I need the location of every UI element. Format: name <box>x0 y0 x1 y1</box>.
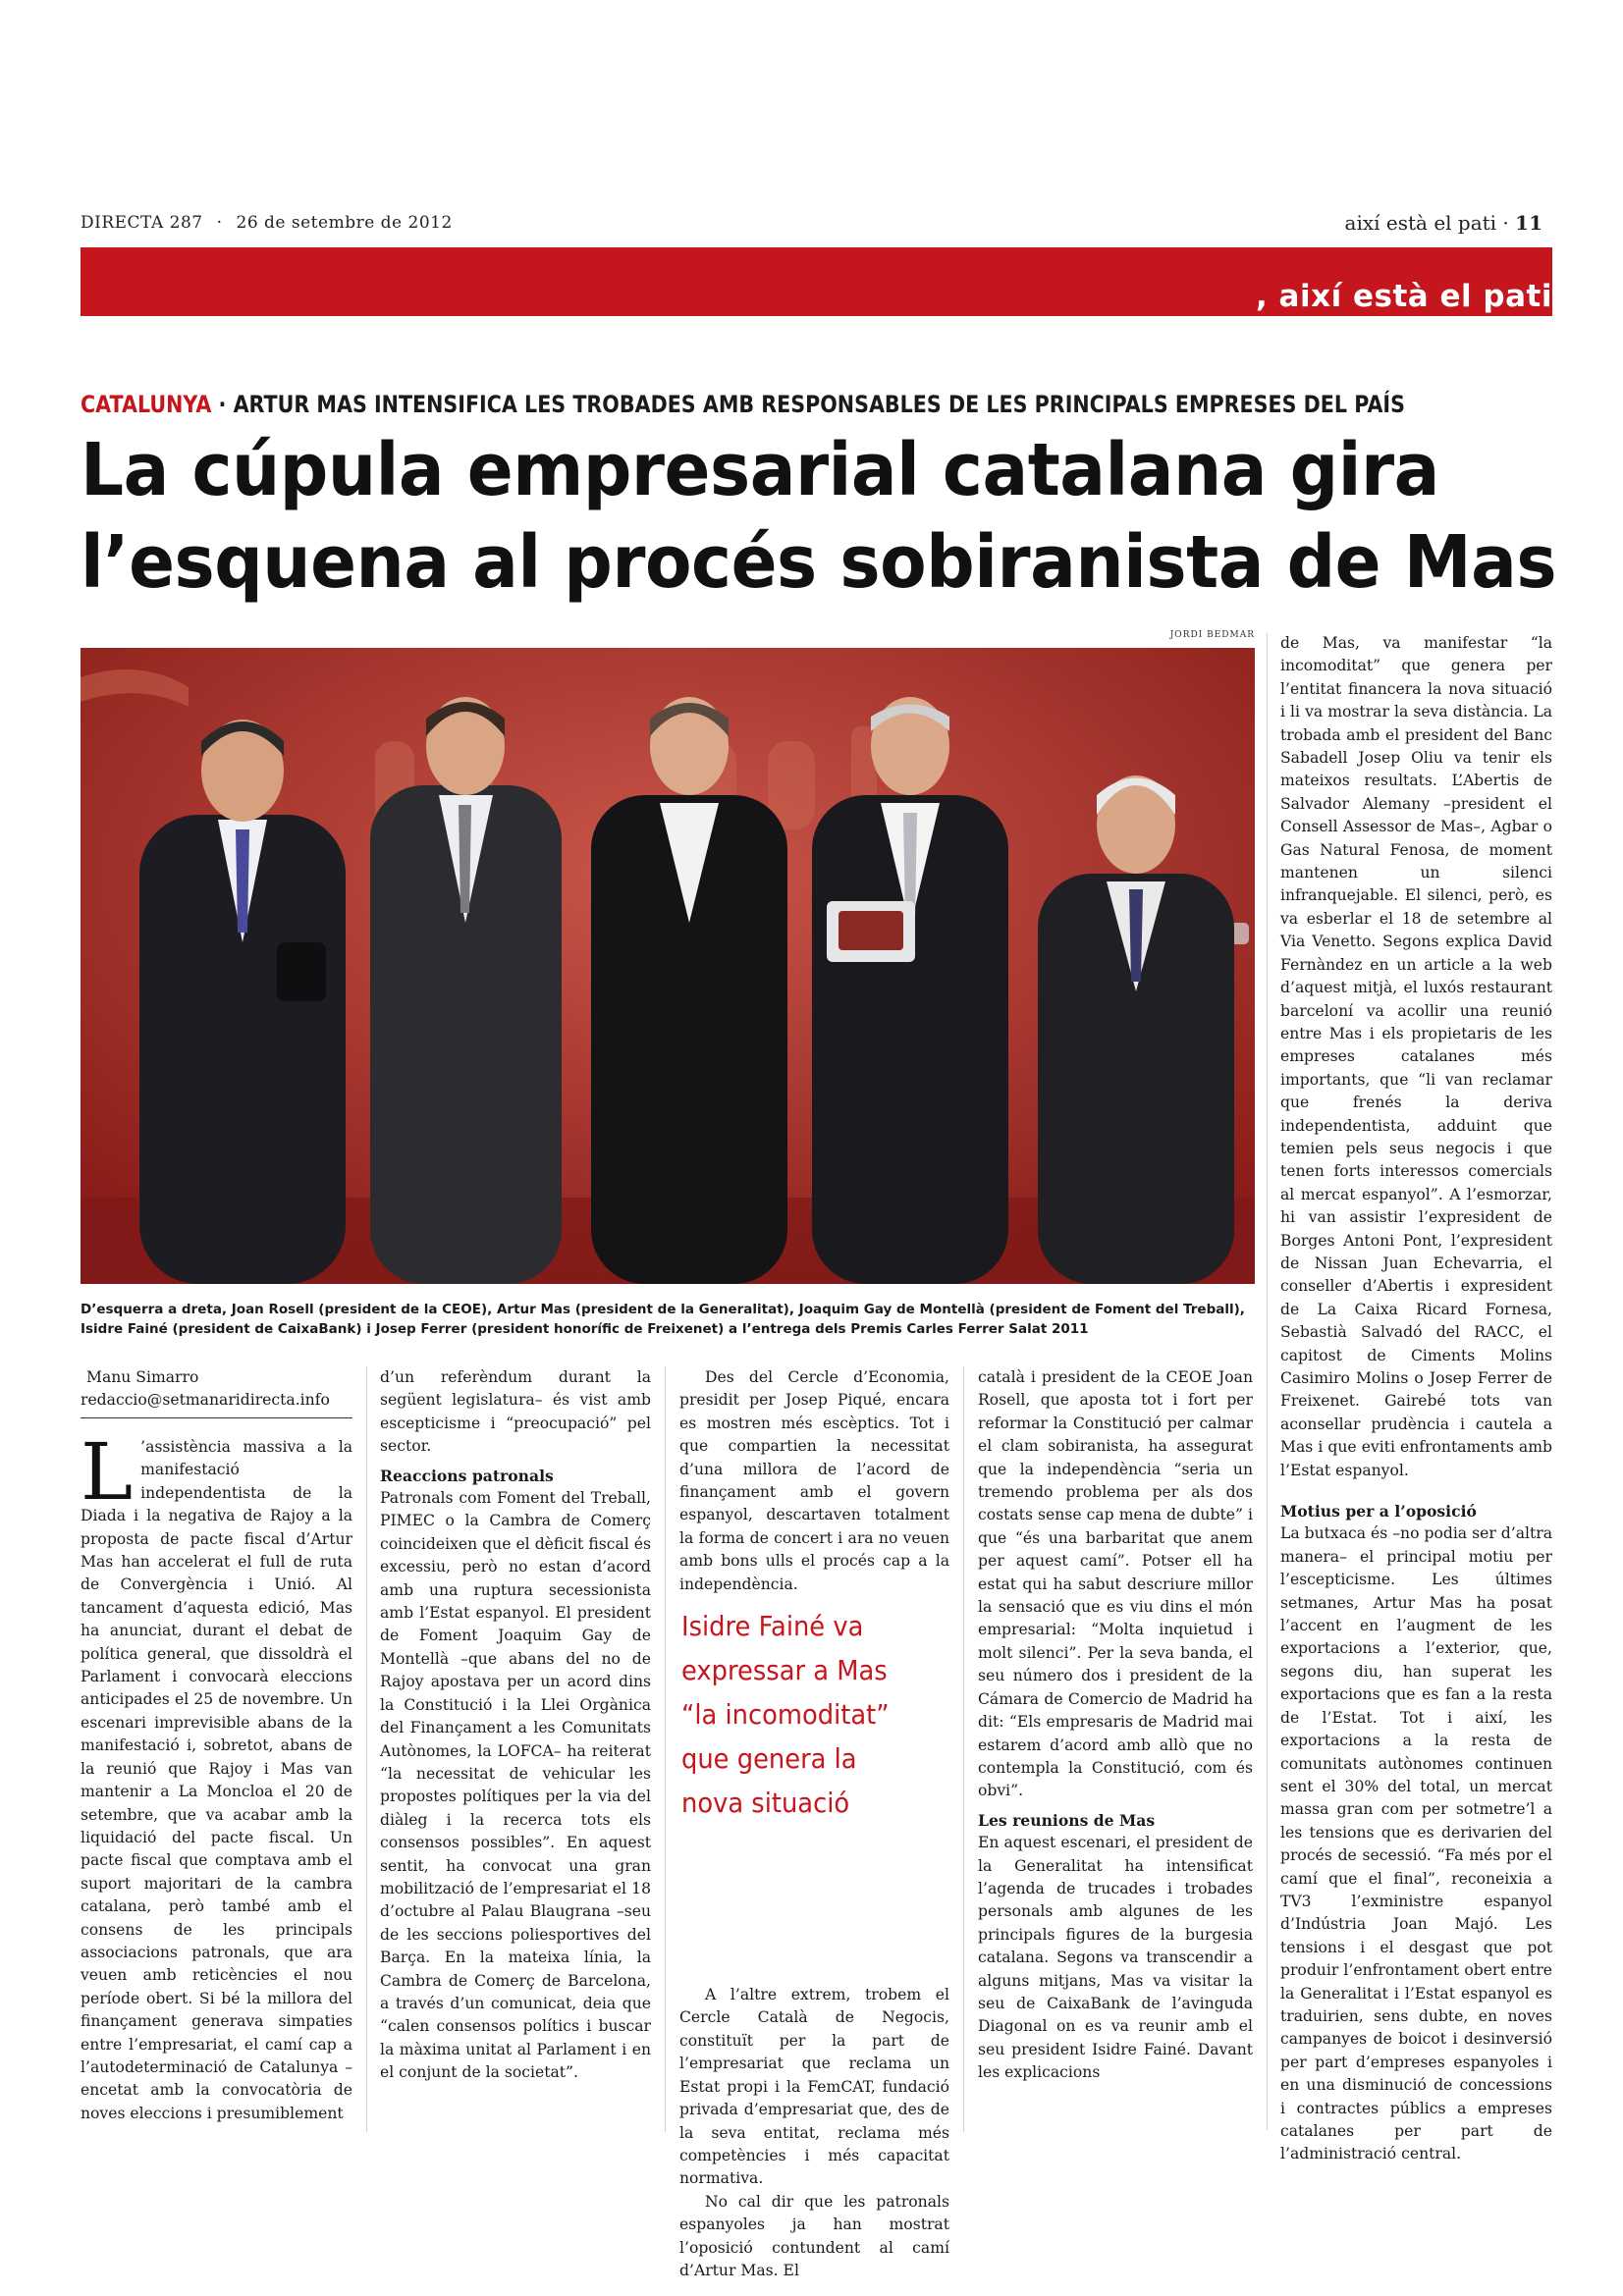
article-paragraph: A l’altre extrem, trobem el Cercle Català de Negocis, constituït per la part de l’empresariat que reclama un Estat propi i la FemCAT, fundació privada d’empresariat que, des de la seva entitat, reclama més competències i més capacitat normativa. <box>679 1986 949 2188</box>
byline-email: redaccio@setmanaridirecta.info <box>81 1391 330 1409</box>
subheading-reunions-de-mas: Les reunions de Mas <box>978 1810 1156 1830</box>
photo-illustration <box>81 648 1255 1284</box>
section-banner <box>81 247 1552 316</box>
article-paragraph: En aquest escenari, el president de la Generalitat ha intensificat l’agenda de trucades i trobades personals amb algunes de les principals figures de la burgesia catalana. Segons va transcendir a alguns mitjans, Mas va visitar la seu de CaixaBank de l’avinguda Diagonal on es va reunir amb el seu president Isidre Fainé. Davant les explicacions <box>978 1834 1253 2082</box>
issue-number: DIRECTA 287 <box>81 213 203 233</box>
column-rule <box>1267 633 1268 2130</box>
column-rule <box>366 1366 367 2132</box>
article-paragraph: de Mas, va manifestar “la incomoditat” que genera per l’entitat financera la nova situació i li va mostrar la seva distància. La trobada amb el president del Banc Sabadell Josep Oliu va tenir els mateixos resultats. L’Abertis de Salvador Alemany –president el Consell Assessor de Mas–, Agbar o Gas Natural Fenosa, de moment mantenen un silenci infranquejable. El silenci, però, es va esberlar el 18 de setembre al Via Venetto. Segons explica David Fernàndez en un article a la web d’aquest mitjà, el luxós restaurant barceloní va acollir una reunió entre Mas i els propietaris de les empreses catalanes més importants, que “li van reclamar que frenés la deriva independentista, adduint que temien pels seus negocis i que tenen forts interessos comercials al mercat espanyol”. A l’esmorzar, hi van assistir l’expresident de Borges Antoni Pont, l’expresident de Nissan Juan Echevarria, el conseller d’Abertis i expresident de La Caixa Ricard Fornesa, Sebastià Salvadó del RACC, el capitost de Ciments Molins Casimiro Molins o Josep Ferrer de Freixenet. Gairebé tots van aconsellar prudència i cautela a Mas i que eviti enfrontaments amb l’Estat espanyol. <box>1280 634 1552 1479</box>
photo-caption-line-2: Isidre Fainé (president de CaixaBank) i Josep Ferrer (president honorífic de Freixenet) a l’entrega dels Premis Carles Ferrer Salat 2011 <box>81 1321 1089 1337</box>
header-separator: · <box>216 213 223 233</box>
subheading-motius-oposicio: Motius per a l’oposició <box>1280 1502 1477 1522</box>
running-header-right: així està el pati · 11 <box>1344 211 1542 235</box>
drop-cap: L <box>81 1426 134 1518</box>
article-paragraph: Patronals com Foment del Treball, PIMEC o la Cambra de Comerç coincideixen que el dèficit fiscal és excessiu, però no estan d’acord amb una ruptura secessionista amb l’Estat espanyol. El president de Foment Joaquim Gay de Montellà –que abans del no de Rajoy apostava per un acord dins la Constitució i la Llei Orgànica del Finançament a les Comunitats Autònomes, la LOFCA– ha reiterat “la necessitat de vehicular les propostes polítiques per la via del diàleg i la recerca tots els consensos possibles”. En aquest sentit, ha convocat una gran mobilització de l’empresariat el 18 d’octubre al Palau Blaugrana –seu de les seccions poliesportives del Barça. En la mateixa línia, la Cambra de Comerç de Barcelona, a través d’un comunicat, deia que “calen consensos polítics i buscar la màxima unitat al Parlament i en el conjunt de la societat”. <box>380 1489 651 2082</box>
kicker-region: CATALUNYA <box>81 391 212 418</box>
section-banner-label: , així està el pati <box>1255 279 1552 314</box>
issue-date: 26 de setembre de 2012 <box>236 213 453 233</box>
pull-quote: Isidre Fainé va expressar a Mas “la incomoditat” que genera la nova situació <box>681 1610 890 1819</box>
section-name: així està el pati <box>1344 211 1497 235</box>
article-paragraph <box>81 1426 352 2125</box>
photo-caption <box>81 1300 1255 1339</box>
photo-caption-line-1: D’esquerra a dreta, Joan Rosell (president de la CEOE), Artur Mas (president de la Generalitat), Joaquim Gay de Montellà (president de Foment del Treball), <box>81 1302 1245 1317</box>
running-header-left <box>81 213 453 233</box>
article-paragraph: català i president de la CEOE Joan Rosell, que aposta tot i fort per reformar la Constitució per calmar el clam sobiranista, ha assegurat que la independència “seria un tremendo problema per als dos costats sense cap mena de dubte” i que “és una barbaritat que anem per aquest camí”. Potser ell ha estat qui ha sabut descriure millor la sensació que es viu dins el món empresarial: “Molta inquietud i molt silenci”. Per la seva banda, el seu número dos i president de la Cámara de Comercio de Madrid ha dit: “Els empresaris de Madrid mai estarem d’acord amb allò que no contempla la Constitució, com és obvi”. <box>978 1368 1253 1800</box>
page-number: 11 <box>1515 211 1542 235</box>
article-column-2 <box>380 1366 651 2085</box>
article-paragraph: Des del Cercle d’Economia, presidit per Josep Piqué, encara es mostren més escèptics. Tot i que compartien la necessitat d’una millora de l’acord de finançament amb el govern espanyol, descartaven totalment la forma de concert i ara no veuen amb bons ulls el procés cap a la independència. <box>679 1368 949 1593</box>
article-paragraph: La butxaca és –no podia ser d’altra manera– el principal motiu per l’escepticisme. Les últimes setmanes, Artur Mas ha posat l’accent en l’augment de les exportacions a l’exterior, que, segons diu, han superat les exportacions que es fan a la resta de l’Estat. Tot i així, les exportacions a la resta de comunitats autònomes continuen sent el 30% del total, un mercat massa gran com per sotmetre’l a les tensions que es derivarien del procés de secessió. “Fa més por el camí que el final”, reconeixia a TV3 l’exministre espanyol d’Indústria Joan Majó. Les tensions i el desgast que pot produir l’enfrontament obert entre la Generalitat i l’Estat espanyol es traduirien, sens dubte, en noves campanyes de boicot i desinversió per part d’empreses espanyoles i en una disminució de concessions i contractes públics a empreses catalanes per part de l’administració central. <box>1280 1524 1552 2163</box>
column-rule <box>665 1366 666 2132</box>
article-column-1 <box>81 1366 352 2125</box>
subheading-reaccions-patronals: Reaccions patronals <box>380 1466 554 1485</box>
article-lead-text: ’assistència massiva a la manifestació independentista de la Diada i la negativa de Rajoy a la proposta de pacte fiscal d’Artur Mas han accelerat el full de ruta de Convergència i Unió. Al tancament d’aquesta edició, Mas ha anunciat, durant el debat de política general, que dissoldrà el Parlament i convocarà eleccions anticipades el 25 de novembre. Un escenari imprevisible abans de la manifestació i, sobretot, abans de la reunió que Rajoy i Mas van mantenir a La Moncloa el 20 de setembre, que va acabar amb la liquidació del pacte fiscal. Un pacte fiscal que comptava amb el suport majoritari de la cambra catalana, però també amb el consens de les principals associacions patronals, que ara veuen amb reticències el nou període obert. Si bé la millora del finançament generava simpaties entre l’empresariat, el camí cap a l’autodeterminació de Catalunya –encetat amb la convocatòria de noves eleccions i presumiblement <box>81 1438 352 2122</box>
kicker <box>81 391 1405 418</box>
article-paragraph: No cal dir que les patronals espanyoles ja han mostrat l’oposició contundent al camí d’Artur Mas. El <box>679 2192 949 2279</box>
kicker-separator: · <box>211 391 234 418</box>
article-photo <box>81 648 1255 1284</box>
headline <box>81 424 1556 609</box>
column-rule <box>963 1366 964 2132</box>
headline-line-1: La cúpula empresarial catalana gira <box>81 428 1439 512</box>
article-column-5 <box>1280 632 1552 2166</box>
byline-author: Manu Simarro <box>86 1368 199 1386</box>
photo-credit: JORDI BEDMAR <box>1169 630 1255 640</box>
article-paragraph: d’un referèndum durant la següent legislatura– és vist amb escepticisme i “preocupació” pel sector. <box>380 1368 651 1456</box>
byline-rule <box>81 1417 352 1418</box>
article-column-4 <box>978 1366 1253 2085</box>
kicker-text: ARTUR MAS INTENSIFICA LES TROBADES AMB RESPONSABLES DE LES PRINCIPALS EMPRESES DEL PAÍS <box>233 391 1405 418</box>
headline-line-2: l’esquena al procés sobiranista de Mas <box>81 520 1557 605</box>
